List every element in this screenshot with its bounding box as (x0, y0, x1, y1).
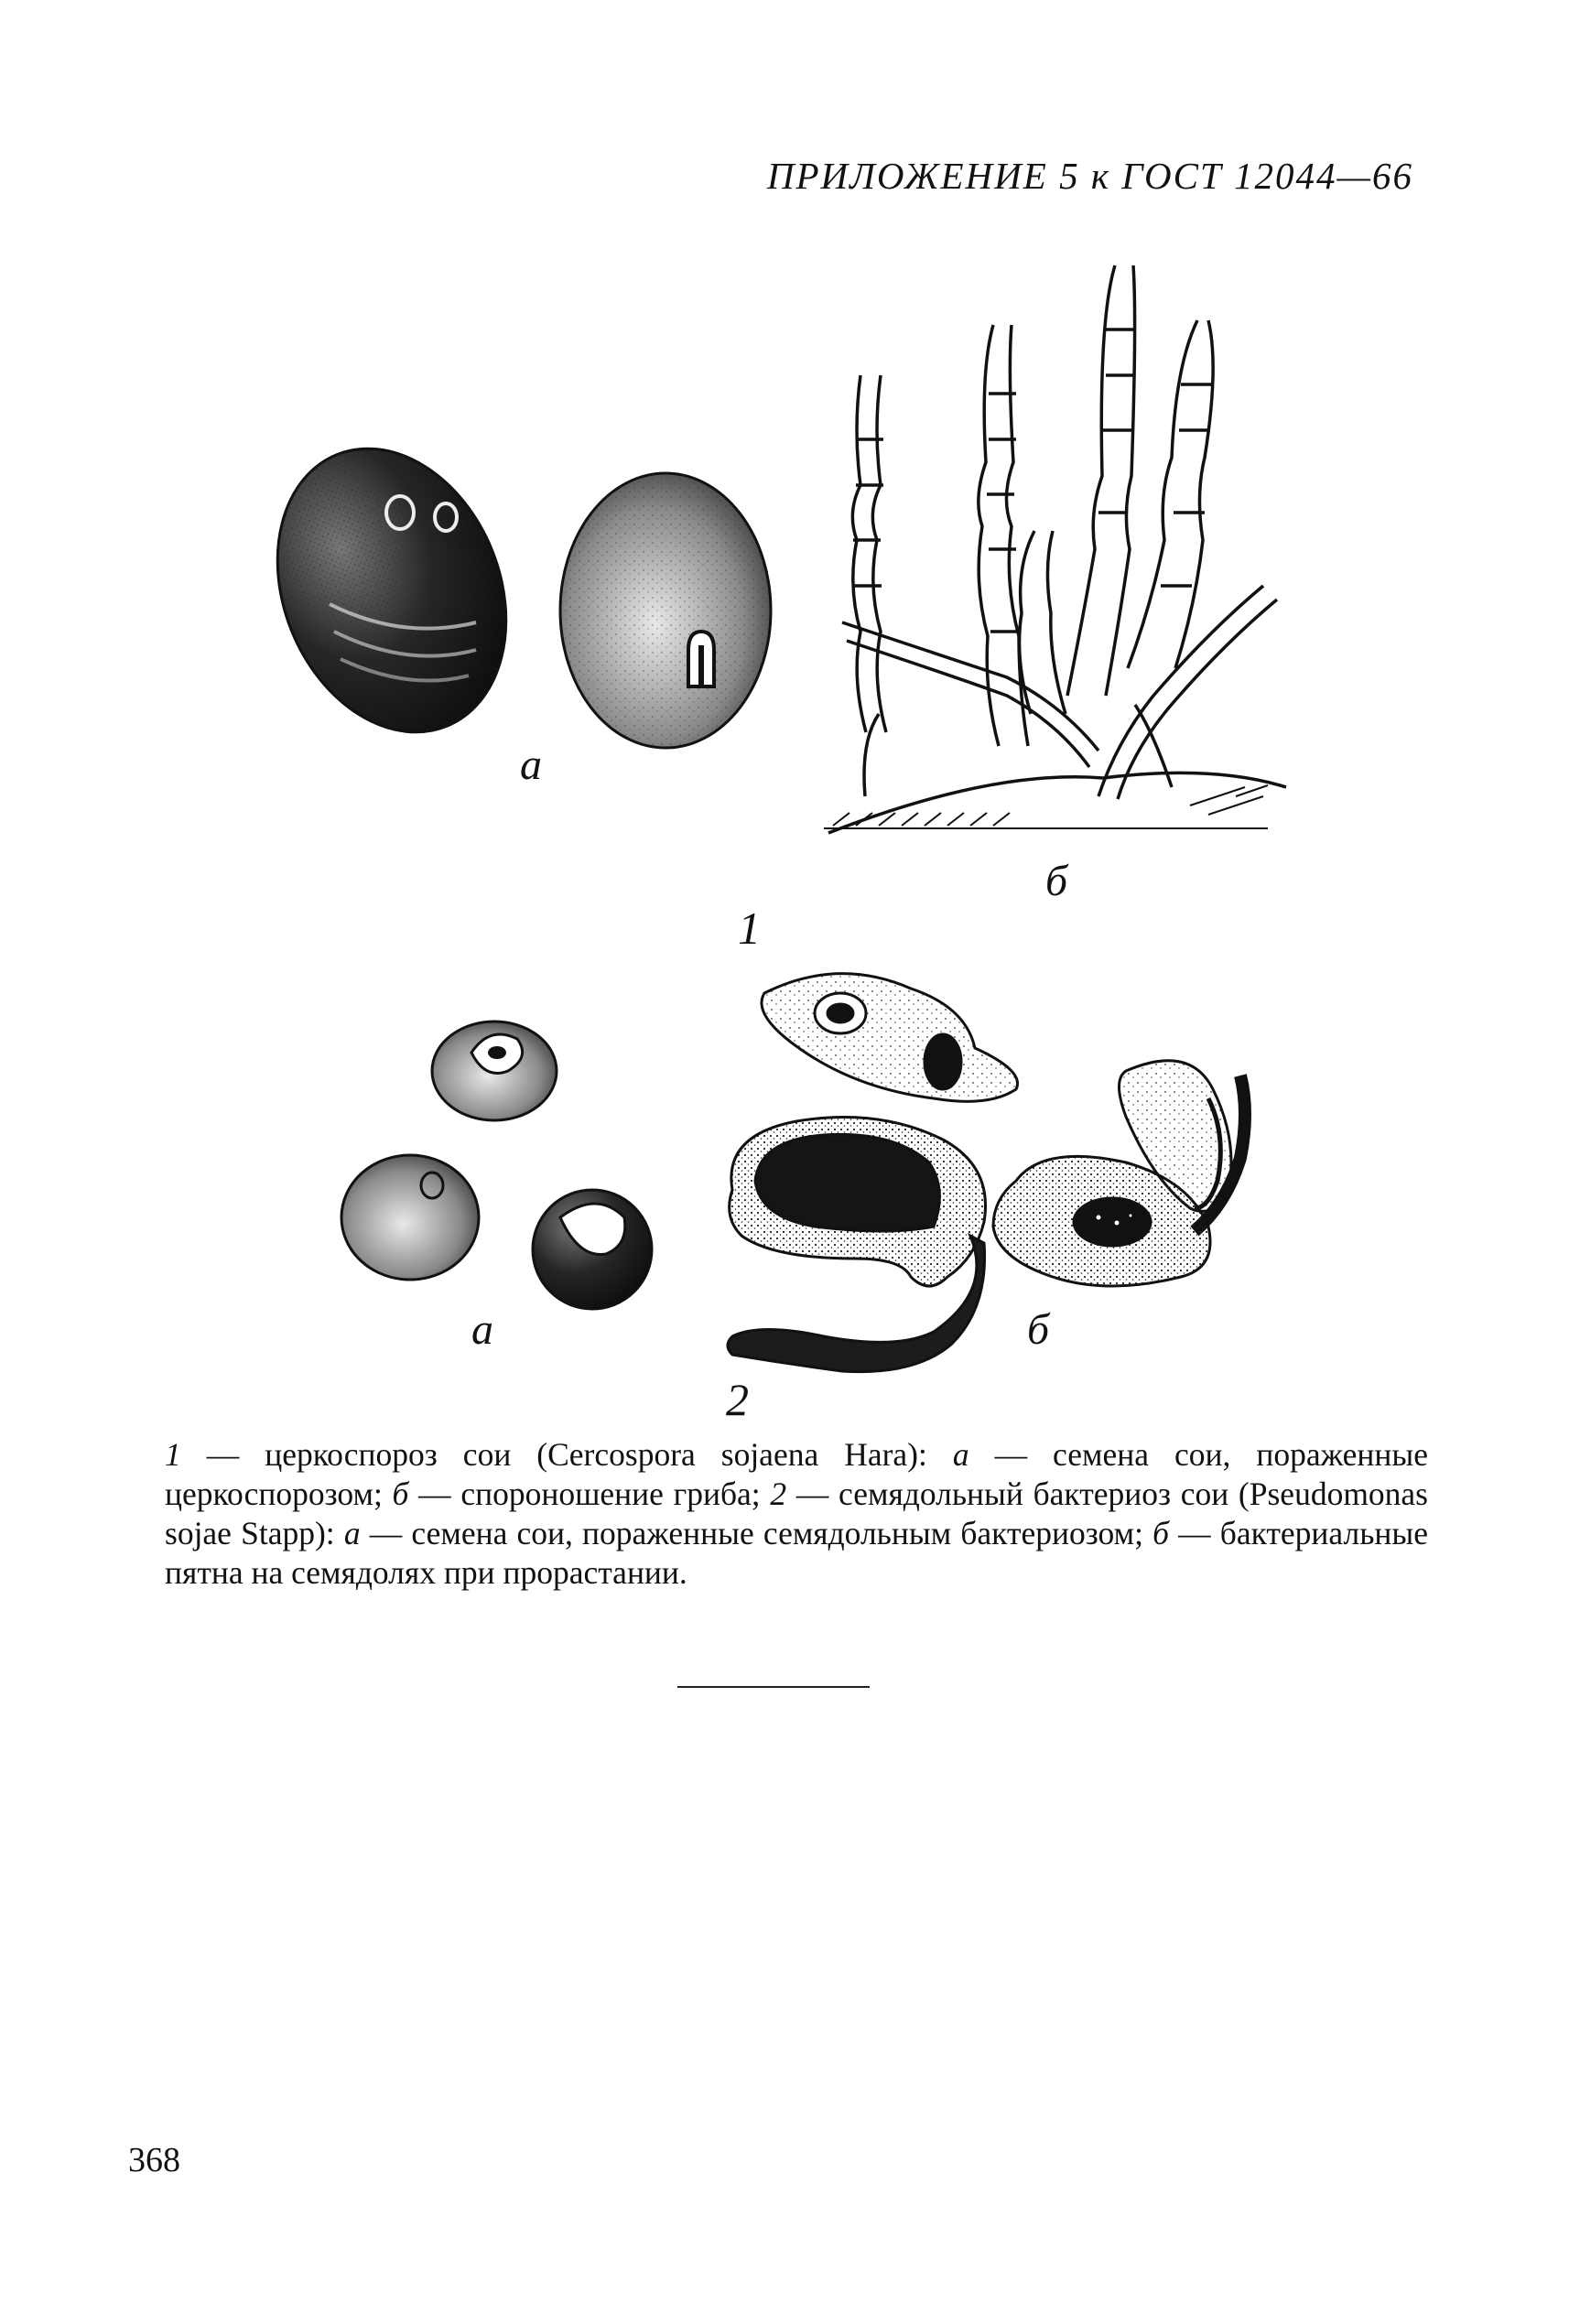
figure1-label-b: б (1045, 857, 1068, 905)
figure2-number: 2 (726, 1374, 749, 1425)
seeds-bacteriosis (341, 1021, 652, 1309)
seed-light (560, 473, 771, 748)
seed-dark (237, 414, 547, 766)
figure-caption: 1 — церкоспороз сои (Cercospora sojaena Hara): а — семена сои, пораженные церкоспорозом; б — спороношение гриба; 2 — семядольный бактериоз сои (Pseudomonas sojae Stapp): а — семена сои, пораженные семядольным бактериозом; б — бактериальные пятна на семядолях при прорастании. (165, 1436, 1429, 1591)
cotyledons-drawing (728, 974, 1245, 1372)
figure1-number: 1 (738, 903, 761, 954)
separator-rule (677, 1686, 870, 1688)
page-header: ПРИЛОЖЕНИЕ 5 к ГОСТ 12044—66 (766, 155, 1413, 197)
figure2-label-a: а (471, 1305, 493, 1354)
figure1-label-a: а (520, 740, 542, 789)
page-number: 368 (128, 2141, 180, 2179)
conidiophores-drawing (824, 265, 1286, 833)
figure2-label-b: б (1027, 1305, 1050, 1354)
